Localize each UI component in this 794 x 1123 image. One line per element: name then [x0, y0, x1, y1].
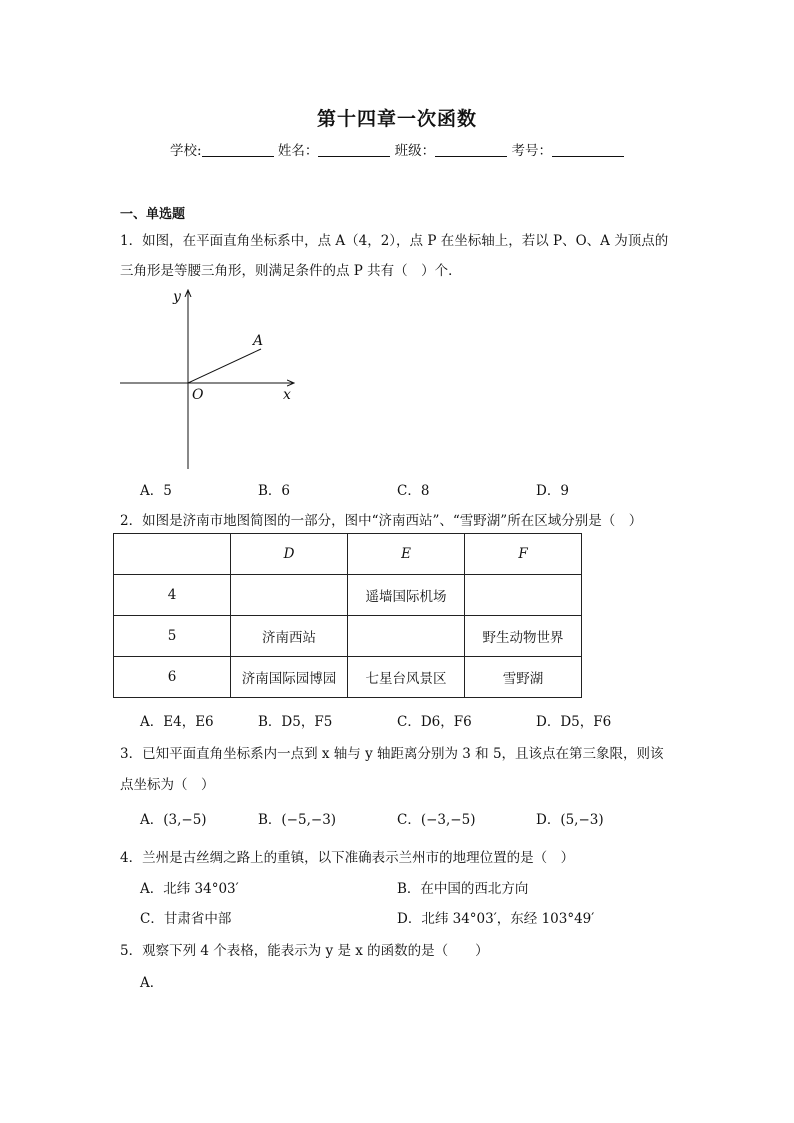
q4-option-b[interactable]: B．在中国的西北方向: [397, 881, 529, 897]
section-heading: 一、单选题: [120, 207, 186, 222]
q2-option-d[interactable]: D．D5，F6: [536, 714, 612, 730]
q4-text-line1: 4．兰州是古丝绸之路上的重镇，以下准确表示兰州市的地理位置的是（ ）: [120, 850, 575, 866]
school-label: 学校:: [170, 143, 202, 159]
segment-oa: [188, 349, 261, 383]
q3-text-line1: 3．已知平面直角坐标系内一点到 x 轴与 y 轴距离分别为 3 和 5，且该点在第三象限，则该: [120, 746, 664, 762]
q2-option-b[interactable]: B．D5，F5: [258, 714, 333, 730]
y-axis-label: y: [173, 289, 181, 305]
table-cell: 6: [114, 657, 231, 698]
q1-option-d[interactable]: D．9: [536, 483, 569, 499]
table-cell: 野生动物世界: [465, 616, 582, 657]
q2-option-a[interactable]: A．E4，E6: [140, 714, 214, 730]
q1-coordinate-figure: [115, 285, 305, 475]
table-cell: 雪野湖: [465, 657, 582, 698]
q5-text-line1: 5．观察下列 4 个表格，能表示为 y 是 x 的函数的是（ ）: [120, 943, 489, 959]
q3-option-b[interactable]: B．(−5,−3): [258, 812, 337, 828]
table-cell: 七星台风景区: [348, 657, 465, 698]
q2-option-c[interactable]: C．D6，F6: [397, 714, 472, 730]
table-cell: 4: [114, 575, 231, 616]
q2-text-line1: 2．如图是济南市地图简图的一部分，图中“济南西站”、“雪野湖”所在区域分别是（ ）: [120, 513, 643, 529]
q1-text-line2: 三角形是等腰三角形，则满足条件的点 P 共有（ ）个．: [120, 263, 462, 279]
q3-option-d[interactable]: D．(5,−3): [536, 812, 604, 828]
class-blank[interactable]: [435, 143, 507, 157]
table-cell: [231, 575, 348, 616]
school-blank[interactable]: [202, 143, 274, 157]
q4-option-c[interactable]: C．甘肃省中部: [140, 911, 232, 927]
q5-option-a[interactable]: A．: [140, 975, 164, 991]
table-header-cell: D: [231, 534, 348, 575]
q1-option-c[interactable]: C．8: [397, 483, 430, 499]
table-cell: 遥墙国际机场: [348, 575, 465, 616]
table-row: [114, 616, 582, 657]
table-cell: 5: [114, 616, 231, 657]
q1-text-line1: 1．如图，在平面直角坐标系中，点 A（4，2），点 P 在坐标轴上，若以 P、O、A 为顶点的: [120, 233, 669, 249]
table-cell: 济南西站: [231, 616, 348, 657]
table-row: [114, 657, 582, 698]
x-axis-label: x: [283, 387, 291, 403]
q1-option-b[interactable]: B．6: [258, 483, 291, 499]
q2-map-grid-table: [113, 533, 582, 698]
point-a-label: A: [253, 333, 264, 349]
student-info-line: [0, 139, 794, 159]
table-cell: [348, 616, 465, 657]
number-label: 考号：: [511, 143, 552, 159]
q1-option-a[interactable]: A．5: [140, 483, 172, 499]
origin-label: O: [192, 387, 204, 403]
q4-option-d[interactable]: D．北纬 34°03′，东经 103°49′: [397, 911, 595, 927]
name-label: 姓名：: [277, 143, 319, 159]
table-row: [114, 575, 582, 616]
q3-option-a[interactable]: A．(3,−5): [140, 812, 207, 828]
table-header-cell: E: [348, 534, 465, 575]
name-blank[interactable]: [318, 143, 390, 157]
q3-option-c[interactable]: C．(−3,−5): [397, 812, 476, 828]
q4-option-a[interactable]: A．北纬 34°03′: [140, 881, 239, 897]
table-cell: 济南国际园博园: [231, 657, 348, 698]
table-header-cell: [114, 534, 231, 575]
q3-text-line2: 点坐标为（ ）: [120, 777, 215, 793]
table-header-row: [114, 534, 582, 575]
number-blank[interactable]: [552, 143, 624, 157]
class-label: 班级：: [394, 143, 436, 159]
page-title: 第十四章一次函数: [316, 108, 477, 130]
table-cell: [465, 575, 582, 616]
table-header-cell: F: [465, 534, 582, 575]
